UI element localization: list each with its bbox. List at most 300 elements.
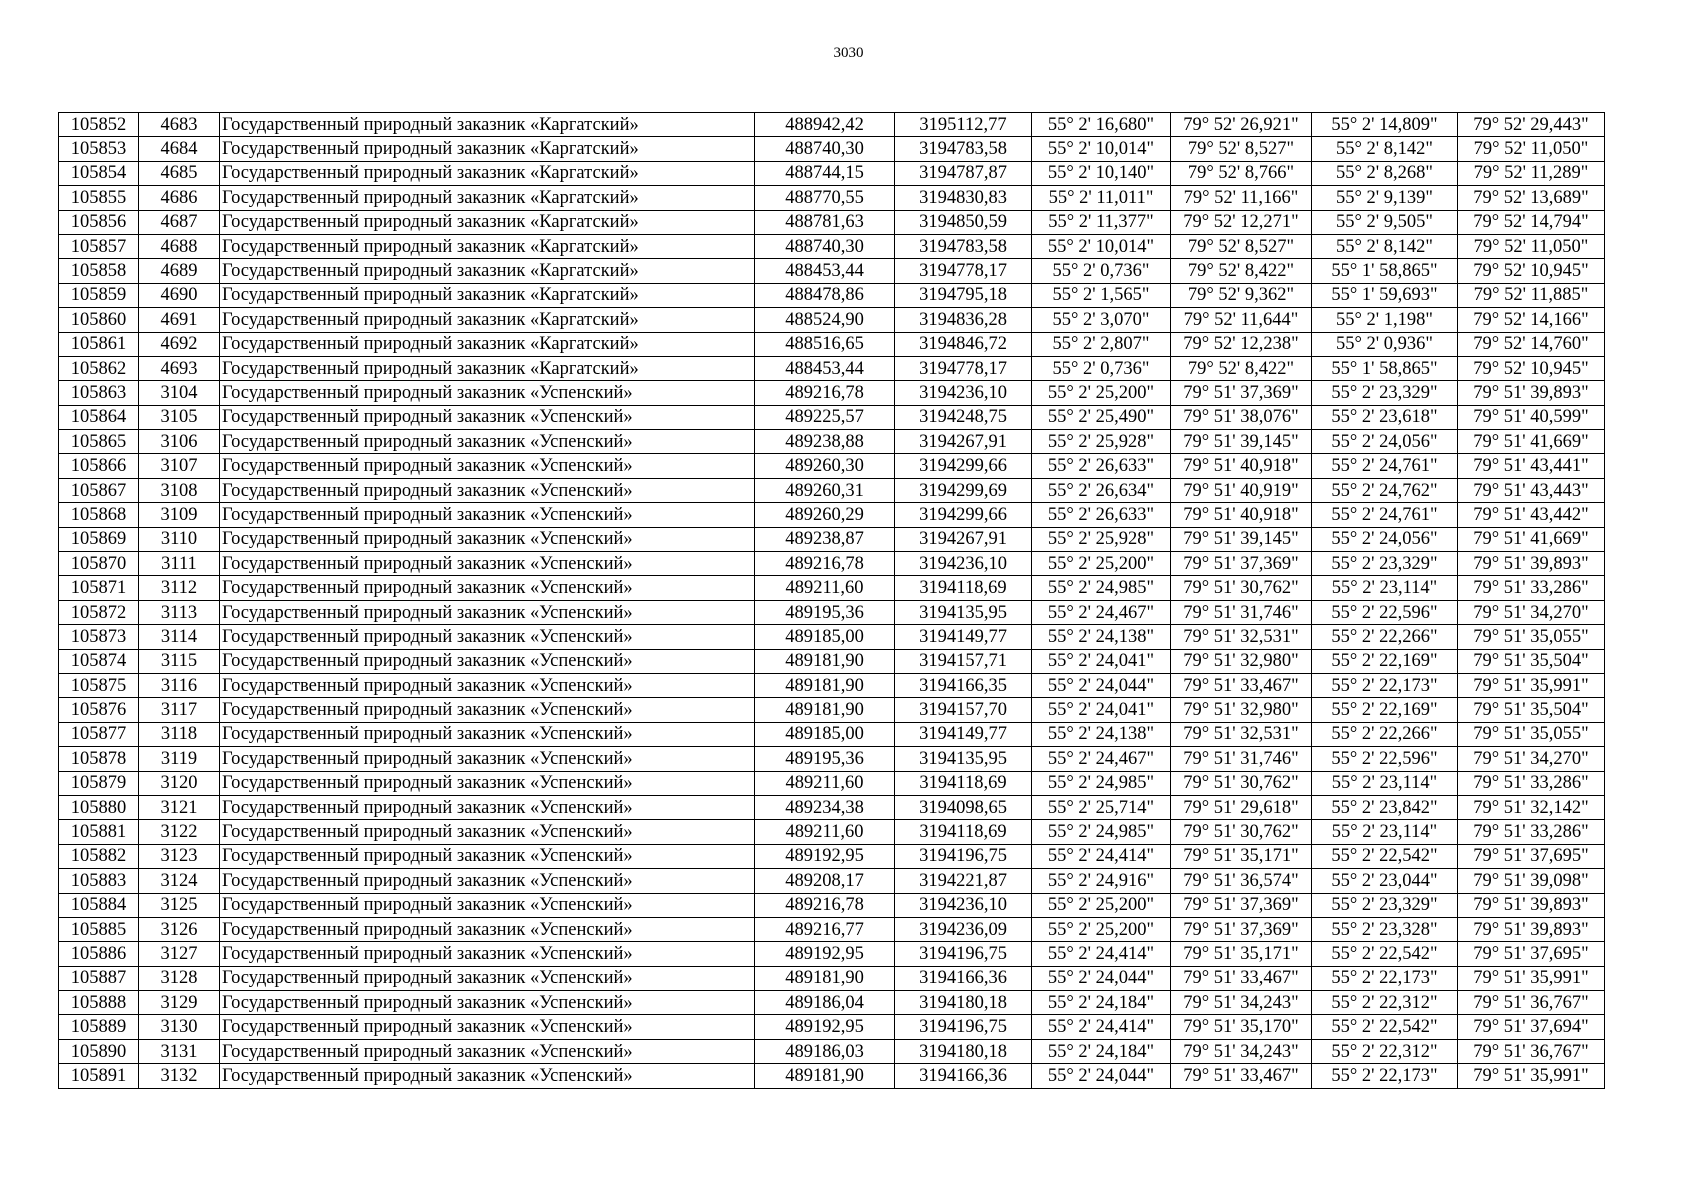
table-row bbox=[59, 966, 1605, 990]
name-cell: Государственный природный заказник «Успенский» bbox=[220, 747, 755, 771]
longitude-alt-cell: 79° 51' 35,055" bbox=[1458, 722, 1605, 746]
latitude-alt-cell: 55° 2' 1,198" bbox=[1312, 308, 1458, 332]
longitude-alt-cell: 79° 52' 14,794" bbox=[1458, 210, 1605, 234]
longitude-alt-cell: 79° 51' 35,991" bbox=[1458, 1064, 1605, 1088]
longitude-alt-cell: 79° 52' 10,945" bbox=[1458, 356, 1605, 380]
x-coordinate-cell: 488744,15 bbox=[755, 161, 895, 185]
x-coordinate-cell: 489181,90 bbox=[755, 966, 895, 990]
table-row bbox=[59, 1064, 1605, 1088]
y-coordinate-cell: 3194236,10 bbox=[895, 893, 1032, 917]
y-coordinate-cell: 3195112,77 bbox=[895, 113, 1032, 137]
x-coordinate-cell: 489181,90 bbox=[755, 649, 895, 673]
point-number-cell: 3132 bbox=[139, 1064, 220, 1088]
y-coordinate-cell: 3194783,58 bbox=[895, 137, 1032, 161]
latitude-alt-cell: 55° 2' 23,114" bbox=[1312, 820, 1458, 844]
longitude-cell: 79° 52' 12,238" bbox=[1171, 332, 1312, 356]
point-number-cell: 4684 bbox=[139, 137, 220, 161]
y-coordinate-cell: 3194149,77 bbox=[895, 722, 1032, 746]
table-row bbox=[59, 259, 1605, 283]
longitude-cell: 79° 52' 11,644" bbox=[1171, 308, 1312, 332]
x-coordinate-cell: 489260,31 bbox=[755, 478, 895, 502]
point-number-cell: 3126 bbox=[139, 917, 220, 941]
latitude-alt-cell: 55° 2' 23,329" bbox=[1312, 552, 1458, 576]
latitude-alt-cell: 55° 2' 23,114" bbox=[1312, 771, 1458, 795]
row-number-cell: 105855 bbox=[59, 186, 139, 210]
longitude-cell: 79° 51' 35,170" bbox=[1171, 1015, 1312, 1039]
latitude-alt-cell: 55° 2' 22,173" bbox=[1312, 1064, 1458, 1088]
y-coordinate-cell: 3194118,69 bbox=[895, 771, 1032, 795]
latitude-alt-cell: 55° 2' 24,762" bbox=[1312, 478, 1458, 502]
name-cell: Государственный природный заказник «Каргатский» bbox=[220, 356, 755, 380]
latitude-cell: 55° 2' 3,070" bbox=[1032, 308, 1171, 332]
point-number-cell: 3129 bbox=[139, 991, 220, 1015]
x-coordinate-cell: 489216,78 bbox=[755, 893, 895, 917]
longitude-cell: 79° 51' 35,171" bbox=[1171, 844, 1312, 868]
name-cell: Государственный природный заказник «Успенский» bbox=[220, 454, 755, 478]
longitude-cell: 79° 51' 39,145" bbox=[1171, 527, 1312, 551]
y-coordinate-cell: 3194098,65 bbox=[895, 795, 1032, 819]
latitude-alt-cell: 55° 2' 8,142" bbox=[1312, 137, 1458, 161]
table-row bbox=[59, 991, 1605, 1015]
name-cell: Государственный природный заказник «Успенский» bbox=[220, 1064, 755, 1088]
y-coordinate-cell: 3194299,69 bbox=[895, 478, 1032, 502]
y-coordinate-cell: 3194236,09 bbox=[895, 917, 1032, 941]
x-coordinate-cell: 489211,60 bbox=[755, 820, 895, 844]
x-coordinate-cell: 489216,78 bbox=[755, 381, 895, 405]
table-row bbox=[59, 137, 1605, 161]
y-coordinate-cell: 3194135,95 bbox=[895, 600, 1032, 624]
row-number-cell: 105860 bbox=[59, 308, 139, 332]
y-coordinate-cell: 3194166,36 bbox=[895, 966, 1032, 990]
row-number-cell: 105877 bbox=[59, 722, 139, 746]
latitude-alt-cell: 55° 2' 0,936" bbox=[1312, 332, 1458, 356]
x-coordinate-cell: 489181,90 bbox=[755, 698, 895, 722]
name-cell: Государственный природный заказник «Каргатский» bbox=[220, 308, 755, 332]
latitude-alt-cell: 55° 2' 22,542" bbox=[1312, 844, 1458, 868]
longitude-cell: 79° 51' 33,467" bbox=[1171, 673, 1312, 697]
row-number-cell: 105864 bbox=[59, 405, 139, 429]
y-coordinate-cell: 3194778,17 bbox=[895, 356, 1032, 380]
x-coordinate-cell: 488740,30 bbox=[755, 137, 895, 161]
name-cell: Государственный природный заказник «Успенский» bbox=[220, 625, 755, 649]
latitude-alt-cell: 55° 2' 23,114" bbox=[1312, 576, 1458, 600]
point-number-cell: 3104 bbox=[139, 381, 220, 405]
point-number-cell: 3125 bbox=[139, 893, 220, 917]
table-row bbox=[59, 942, 1605, 966]
table-row bbox=[59, 503, 1605, 527]
longitude-cell: 79° 52' 8,422" bbox=[1171, 356, 1312, 380]
row-number-cell: 105878 bbox=[59, 747, 139, 771]
longitude-alt-cell: 79° 51' 43,443" bbox=[1458, 478, 1605, 502]
y-coordinate-cell: 3194149,77 bbox=[895, 625, 1032, 649]
x-coordinate-cell: 489208,17 bbox=[755, 869, 895, 893]
longitude-cell: 79° 51' 34,243" bbox=[1171, 1039, 1312, 1063]
point-number-cell: 3122 bbox=[139, 820, 220, 844]
longitude-alt-cell: 79° 51' 33,286" bbox=[1458, 820, 1605, 844]
longitude-alt-cell: 79° 51' 35,504" bbox=[1458, 698, 1605, 722]
point-number-cell: 3115 bbox=[139, 649, 220, 673]
table-row bbox=[59, 771, 1605, 795]
latitude-cell: 55° 2' 24,044" bbox=[1032, 673, 1171, 697]
name-cell: Государственный природный заказник «Успенский» bbox=[220, 1039, 755, 1063]
name-cell: Государственный природный заказник «Успенский» bbox=[220, 942, 755, 966]
latitude-cell: 55° 2' 16,680" bbox=[1032, 113, 1171, 137]
y-coordinate-cell: 3194836,28 bbox=[895, 308, 1032, 332]
point-number-cell: 3128 bbox=[139, 966, 220, 990]
longitude-alt-cell: 79° 51' 37,695" bbox=[1458, 942, 1605, 966]
latitude-cell: 55° 2' 24,044" bbox=[1032, 966, 1171, 990]
latitude-cell: 55° 2' 24,985" bbox=[1032, 820, 1171, 844]
longitude-alt-cell: 79° 51' 37,694" bbox=[1458, 1015, 1605, 1039]
latitude-alt-cell: 55° 1' 59,693" bbox=[1312, 283, 1458, 307]
coordinates-table bbox=[58, 112, 1605, 1089]
name-cell: Государственный природный заказник «Успенский» bbox=[220, 893, 755, 917]
row-number-cell: 105883 bbox=[59, 869, 139, 893]
latitude-cell: 55° 2' 24,414" bbox=[1032, 844, 1171, 868]
x-coordinate-cell: 489181,90 bbox=[755, 1064, 895, 1088]
point-number-cell: 4693 bbox=[139, 356, 220, 380]
name-cell: Государственный природный заказник «Успенский» bbox=[220, 478, 755, 502]
latitude-cell: 55° 2' 24,044" bbox=[1032, 1064, 1171, 1088]
row-number-cell: 105891 bbox=[59, 1064, 139, 1088]
longitude-cell: 79° 52' 11,166" bbox=[1171, 186, 1312, 210]
x-coordinate-cell: 488942,42 bbox=[755, 113, 895, 137]
latitude-alt-cell: 55° 2' 22,596" bbox=[1312, 747, 1458, 771]
latitude-alt-cell: 55° 2' 22,596" bbox=[1312, 600, 1458, 624]
latitude-alt-cell: 55° 2' 22,173" bbox=[1312, 673, 1458, 697]
longitude-alt-cell: 79° 51' 43,441" bbox=[1458, 454, 1605, 478]
row-number-cell: 105882 bbox=[59, 844, 139, 868]
longitude-cell: 79° 51' 36,574" bbox=[1171, 869, 1312, 893]
table-row bbox=[59, 576, 1605, 600]
row-number-cell: 105866 bbox=[59, 454, 139, 478]
latitude-alt-cell: 55° 2' 24,761" bbox=[1312, 503, 1458, 527]
latitude-alt-cell: 55° 2' 22,169" bbox=[1312, 649, 1458, 673]
x-coordinate-cell: 489211,60 bbox=[755, 771, 895, 795]
latitude-alt-cell: 55° 2' 23,842" bbox=[1312, 795, 1458, 819]
name-cell: Государственный природный заказник «Успенский» bbox=[220, 698, 755, 722]
longitude-alt-cell: 79° 52' 10,945" bbox=[1458, 259, 1605, 283]
longitude-cell: 79° 51' 40,918" bbox=[1171, 503, 1312, 527]
longitude-alt-cell: 79° 52' 13,689" bbox=[1458, 186, 1605, 210]
row-number-cell: 105859 bbox=[59, 283, 139, 307]
longitude-cell: 79° 51' 32,531" bbox=[1171, 722, 1312, 746]
name-cell: Государственный природный заказник «Успенский» bbox=[220, 405, 755, 429]
latitude-cell: 55° 2' 24,985" bbox=[1032, 771, 1171, 795]
latitude-alt-cell: 55° 2' 23,329" bbox=[1312, 893, 1458, 917]
latitude-cell: 55° 2' 25,490" bbox=[1032, 405, 1171, 429]
y-coordinate-cell: 3194248,75 bbox=[895, 405, 1032, 429]
table-row bbox=[59, 600, 1605, 624]
point-number-cell: 3124 bbox=[139, 869, 220, 893]
longitude-cell: 79° 51' 30,762" bbox=[1171, 576, 1312, 600]
longitude-cell: 79° 51' 32,980" bbox=[1171, 698, 1312, 722]
point-number-cell: 4689 bbox=[139, 259, 220, 283]
x-coordinate-cell: 488453,44 bbox=[755, 356, 895, 380]
table-row bbox=[59, 820, 1605, 844]
point-number-cell: 4687 bbox=[139, 210, 220, 234]
name-cell: Государственный природный заказник «Успенский» bbox=[220, 552, 755, 576]
row-number-cell: 105857 bbox=[59, 234, 139, 258]
point-number-cell: 3119 bbox=[139, 747, 220, 771]
x-coordinate-cell: 489216,78 bbox=[755, 552, 895, 576]
x-coordinate-cell: 488453,44 bbox=[755, 259, 895, 283]
longitude-cell: 79° 52' 9,362" bbox=[1171, 283, 1312, 307]
y-coordinate-cell: 3194267,91 bbox=[895, 430, 1032, 454]
name-cell: Государственный природный заказник «Успенский» bbox=[220, 381, 755, 405]
point-number-cell: 3109 bbox=[139, 503, 220, 527]
table-row bbox=[59, 1039, 1605, 1063]
longitude-cell: 79° 51' 32,980" bbox=[1171, 649, 1312, 673]
table-row bbox=[59, 454, 1605, 478]
name-cell: Государственный природный заказник «Успенский» bbox=[220, 576, 755, 600]
point-number-cell: 3107 bbox=[139, 454, 220, 478]
y-coordinate-cell: 3194166,36 bbox=[895, 1064, 1032, 1088]
longitude-cell: 79° 51' 33,467" bbox=[1171, 1064, 1312, 1088]
name-cell: Государственный природный заказник «Успенский» bbox=[220, 844, 755, 868]
table-row bbox=[59, 698, 1605, 722]
table-row bbox=[59, 673, 1605, 697]
latitude-alt-cell: 55° 2' 22,173" bbox=[1312, 966, 1458, 990]
name-cell: Государственный природный заказник «Успенский» bbox=[220, 966, 755, 990]
name-cell: Государственный природный заказник «Успенский» bbox=[220, 527, 755, 551]
longitude-cell: 79° 51' 32,531" bbox=[1171, 625, 1312, 649]
latitude-alt-cell: 55° 2' 8,142" bbox=[1312, 234, 1458, 258]
longitude-cell: 79° 51' 37,369" bbox=[1171, 893, 1312, 917]
x-coordinate-cell: 489260,29 bbox=[755, 503, 895, 527]
latitude-cell: 55° 2' 24,184" bbox=[1032, 1039, 1171, 1063]
y-coordinate-cell: 3194236,10 bbox=[895, 552, 1032, 576]
y-coordinate-cell: 3194783,58 bbox=[895, 234, 1032, 258]
longitude-cell: 79° 51' 31,746" bbox=[1171, 747, 1312, 771]
latitude-cell: 55° 2' 10,140" bbox=[1032, 161, 1171, 185]
longitude-alt-cell: 79° 51' 39,098" bbox=[1458, 869, 1605, 893]
x-coordinate-cell: 489216,77 bbox=[755, 917, 895, 941]
longitude-cell: 79° 51' 29,618" bbox=[1171, 795, 1312, 819]
longitude-cell: 79° 52' 12,271" bbox=[1171, 210, 1312, 234]
x-coordinate-cell: 488524,90 bbox=[755, 308, 895, 332]
row-number-cell: 105861 bbox=[59, 332, 139, 356]
name-cell: Государственный природный заказник «Успенский» bbox=[220, 1015, 755, 1039]
latitude-cell: 55° 2' 24,138" bbox=[1032, 722, 1171, 746]
point-number-cell: 3114 bbox=[139, 625, 220, 649]
x-coordinate-cell: 488516,65 bbox=[755, 332, 895, 356]
point-number-cell: 3112 bbox=[139, 576, 220, 600]
row-number-cell: 105853 bbox=[59, 137, 139, 161]
point-number-cell: 4683 bbox=[139, 113, 220, 137]
y-coordinate-cell: 3194299,66 bbox=[895, 454, 1032, 478]
name-cell: Государственный природный заказник «Успенский» bbox=[220, 600, 755, 624]
y-coordinate-cell: 3194299,66 bbox=[895, 503, 1032, 527]
row-number-cell: 105887 bbox=[59, 966, 139, 990]
y-coordinate-cell: 3194196,75 bbox=[895, 844, 1032, 868]
latitude-alt-cell: 55° 2' 9,505" bbox=[1312, 210, 1458, 234]
x-coordinate-cell: 489181,90 bbox=[755, 673, 895, 697]
longitude-alt-cell: 79° 51' 43,442" bbox=[1458, 503, 1605, 527]
longitude-alt-cell: 79° 51' 32,142" bbox=[1458, 795, 1605, 819]
row-number-cell: 105890 bbox=[59, 1039, 139, 1063]
row-number-cell: 105865 bbox=[59, 430, 139, 454]
table-row bbox=[59, 844, 1605, 868]
x-coordinate-cell: 489185,00 bbox=[755, 625, 895, 649]
table-row bbox=[59, 405, 1605, 429]
latitude-cell: 55° 2' 0,736" bbox=[1032, 356, 1171, 380]
row-number-cell: 105868 bbox=[59, 503, 139, 527]
y-coordinate-cell: 3194778,17 bbox=[895, 259, 1032, 283]
longitude-cell: 79° 51' 30,762" bbox=[1171, 820, 1312, 844]
longitude-alt-cell: 79° 51' 35,991" bbox=[1458, 673, 1605, 697]
x-coordinate-cell: 489195,36 bbox=[755, 600, 895, 624]
longitude-alt-cell: 79° 51' 35,991" bbox=[1458, 966, 1605, 990]
table-row bbox=[59, 234, 1605, 258]
table-row bbox=[59, 308, 1605, 332]
table-row bbox=[59, 527, 1605, 551]
table-row bbox=[59, 430, 1605, 454]
x-coordinate-cell: 489260,30 bbox=[755, 454, 895, 478]
point-number-cell: 3113 bbox=[139, 600, 220, 624]
y-coordinate-cell: 3194196,75 bbox=[895, 1015, 1032, 1039]
longitude-cell: 79° 51' 30,762" bbox=[1171, 771, 1312, 795]
table-row bbox=[59, 161, 1605, 185]
longitude-alt-cell: 79° 51' 40,599" bbox=[1458, 405, 1605, 429]
latitude-cell: 55° 2' 24,184" bbox=[1032, 991, 1171, 1015]
longitude-alt-cell: 79° 51' 39,893" bbox=[1458, 917, 1605, 941]
x-coordinate-cell: 489225,57 bbox=[755, 405, 895, 429]
latitude-alt-cell: 55° 2' 22,312" bbox=[1312, 1039, 1458, 1063]
longitude-alt-cell: 79° 51' 36,767" bbox=[1458, 1039, 1605, 1063]
row-number-cell: 105872 bbox=[59, 600, 139, 624]
y-coordinate-cell: 3194157,71 bbox=[895, 649, 1032, 673]
name-cell: Государственный природный заказник «Каргатский» bbox=[220, 113, 755, 137]
x-coordinate-cell: 489192,95 bbox=[755, 1015, 895, 1039]
latitude-alt-cell: 55° 2' 24,056" bbox=[1312, 527, 1458, 551]
name-cell: Государственный природный заказник «Каргатский» bbox=[220, 332, 755, 356]
longitude-alt-cell: 79° 52' 11,885" bbox=[1458, 283, 1605, 307]
latitude-cell: 55° 2' 24,916" bbox=[1032, 869, 1171, 893]
latitude-alt-cell: 55° 2' 24,761" bbox=[1312, 454, 1458, 478]
x-coordinate-cell: 489234,38 bbox=[755, 795, 895, 819]
table-body bbox=[59, 113, 1605, 1089]
row-number-cell: 105886 bbox=[59, 942, 139, 966]
latitude-alt-cell: 55° 2' 23,329" bbox=[1312, 381, 1458, 405]
x-coordinate-cell: 489195,36 bbox=[755, 747, 895, 771]
name-cell: Государственный природный заказник «Каргатский» bbox=[220, 161, 755, 185]
longitude-cell: 79° 52' 26,921" bbox=[1171, 113, 1312, 137]
y-coordinate-cell: 3194787,87 bbox=[895, 161, 1032, 185]
longitude-alt-cell: 79° 51' 36,767" bbox=[1458, 991, 1605, 1015]
y-coordinate-cell: 3194830,83 bbox=[895, 186, 1032, 210]
name-cell: Государственный природный заказник «Каргатский» bbox=[220, 234, 755, 258]
latitude-alt-cell: 55° 2' 23,328" bbox=[1312, 917, 1458, 941]
longitude-cell: 79° 51' 34,243" bbox=[1171, 991, 1312, 1015]
table-row bbox=[59, 113, 1605, 137]
latitude-alt-cell: 55° 2' 22,266" bbox=[1312, 625, 1458, 649]
point-number-cell: 4686 bbox=[139, 186, 220, 210]
table-row bbox=[59, 478, 1605, 502]
y-coordinate-cell: 3194846,72 bbox=[895, 332, 1032, 356]
table-row bbox=[59, 210, 1605, 234]
longitude-alt-cell: 79° 51' 41,669" bbox=[1458, 430, 1605, 454]
point-number-cell: 3127 bbox=[139, 942, 220, 966]
name-cell: Государственный природный заказник «Каргатский» bbox=[220, 186, 755, 210]
longitude-cell: 79° 51' 35,171" bbox=[1171, 942, 1312, 966]
row-number-cell: 105888 bbox=[59, 991, 139, 1015]
x-coordinate-cell: 488770,55 bbox=[755, 186, 895, 210]
table-row bbox=[59, 722, 1605, 746]
name-cell: Государственный природный заказник «Успенский» bbox=[220, 673, 755, 697]
row-number-cell: 105852 bbox=[59, 113, 139, 137]
row-number-cell: 105854 bbox=[59, 161, 139, 185]
latitude-alt-cell: 55° 2' 22,169" bbox=[1312, 698, 1458, 722]
latitude-cell: 55° 2' 25,928" bbox=[1032, 430, 1171, 454]
longitude-alt-cell: 79° 51' 39,893" bbox=[1458, 552, 1605, 576]
row-number-cell: 105856 bbox=[59, 210, 139, 234]
name-cell: Государственный природный заказник «Успенский» bbox=[220, 503, 755, 527]
name-cell: Государственный природный заказник «Каргатский» bbox=[220, 210, 755, 234]
latitude-cell: 55° 2' 10,014" bbox=[1032, 234, 1171, 258]
name-cell: Государственный природный заказник «Успенский» bbox=[220, 991, 755, 1015]
point-number-cell: 3106 bbox=[139, 430, 220, 454]
table-row bbox=[59, 381, 1605, 405]
longitude-alt-cell: 79° 51' 34,270" bbox=[1458, 600, 1605, 624]
point-number-cell: 3130 bbox=[139, 1015, 220, 1039]
row-number-cell: 105881 bbox=[59, 820, 139, 844]
x-coordinate-cell: 489192,95 bbox=[755, 942, 895, 966]
x-coordinate-cell: 488740,30 bbox=[755, 234, 895, 258]
latitude-cell: 55° 2' 24,041" bbox=[1032, 698, 1171, 722]
latitude-alt-cell: 55° 2' 24,056" bbox=[1312, 430, 1458, 454]
x-coordinate-cell: 489238,88 bbox=[755, 430, 895, 454]
table-row bbox=[59, 356, 1605, 380]
row-number-cell: 105879 bbox=[59, 771, 139, 795]
longitude-alt-cell: 79° 51' 34,270" bbox=[1458, 747, 1605, 771]
point-number-cell: 3121 bbox=[139, 795, 220, 819]
point-number-cell: 3105 bbox=[139, 405, 220, 429]
point-number-cell: 3111 bbox=[139, 552, 220, 576]
latitude-alt-cell: 55° 2' 22,312" bbox=[1312, 991, 1458, 1015]
latitude-alt-cell: 55° 2' 22,266" bbox=[1312, 722, 1458, 746]
point-number-cell: 4690 bbox=[139, 283, 220, 307]
latitude-cell: 55° 2' 24,138" bbox=[1032, 625, 1171, 649]
y-coordinate-cell: 3194180,18 bbox=[895, 991, 1032, 1015]
x-coordinate-cell: 489238,87 bbox=[755, 527, 895, 551]
y-coordinate-cell: 3194118,69 bbox=[895, 820, 1032, 844]
point-number-cell: 3108 bbox=[139, 478, 220, 502]
latitude-cell: 55° 2' 0,736" bbox=[1032, 259, 1171, 283]
longitude-cell: 79° 52' 8,527" bbox=[1171, 137, 1312, 161]
name-cell: Государственный природный заказник «Каргатский» bbox=[220, 259, 755, 283]
latitude-cell: 55° 2' 24,467" bbox=[1032, 600, 1171, 624]
y-coordinate-cell: 3194166,35 bbox=[895, 673, 1032, 697]
table-row bbox=[59, 1015, 1605, 1039]
latitude-alt-cell: 55° 1' 58,865" bbox=[1312, 356, 1458, 380]
y-coordinate-cell: 3194196,75 bbox=[895, 942, 1032, 966]
name-cell: Государственный природный заказник «Успенский» bbox=[220, 771, 755, 795]
row-number-cell: 105863 bbox=[59, 381, 139, 405]
row-number-cell: 105869 bbox=[59, 527, 139, 551]
longitude-cell: 79° 52' 8,766" bbox=[1171, 161, 1312, 185]
longitude-alt-cell: 79° 51' 41,669" bbox=[1458, 527, 1605, 551]
latitude-alt-cell: 55° 1' 58,865" bbox=[1312, 259, 1458, 283]
row-number-cell: 105867 bbox=[59, 478, 139, 502]
y-coordinate-cell: 3194236,10 bbox=[895, 381, 1032, 405]
latitude-cell: 55° 2' 26,634" bbox=[1032, 478, 1171, 502]
longitude-alt-cell: 79° 52' 14,166" bbox=[1458, 308, 1605, 332]
longitude-alt-cell: 79° 52' 11,050" bbox=[1458, 137, 1605, 161]
latitude-cell: 55° 2' 26,633" bbox=[1032, 503, 1171, 527]
x-coordinate-cell: 489192,95 bbox=[755, 844, 895, 868]
latitude-alt-cell: 55° 2' 14,809" bbox=[1312, 113, 1458, 137]
